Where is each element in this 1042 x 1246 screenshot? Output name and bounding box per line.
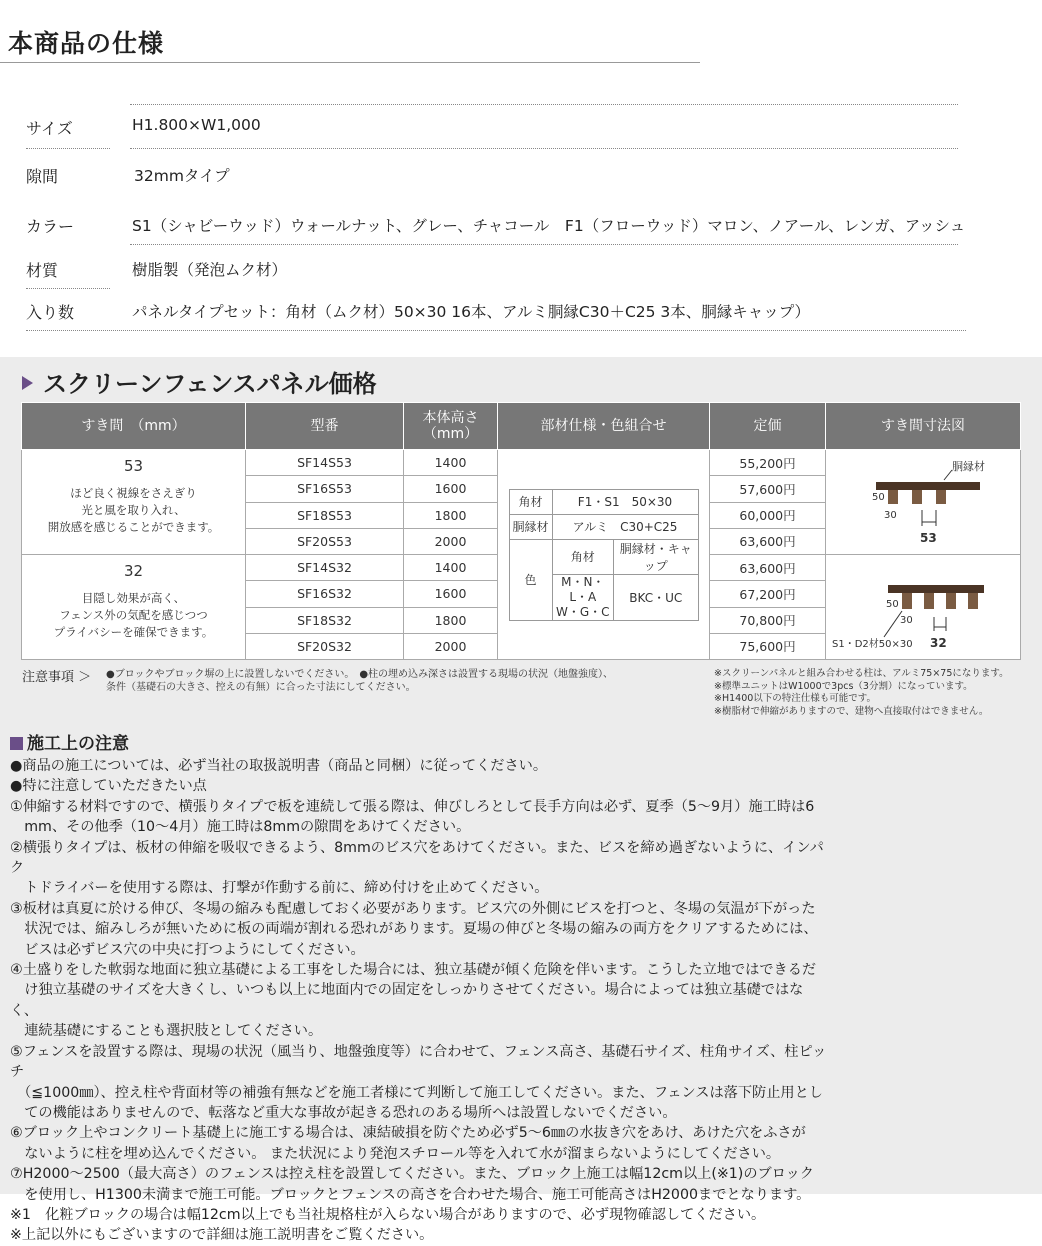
header-material: 部材仕様・色組合せ [498,403,710,450]
gap-diagram-53 [826,450,1021,554]
spec-label: 隙間 [26,167,59,186]
diagram-caption: S1・D2材50×30 [832,639,913,650]
diagram-cell-32 [826,555,1021,660]
price-cell: 60,000円 [710,502,826,528]
caution-label: 注意事項 ＞ [22,670,92,685]
height-cell: 1800 [404,607,498,633]
price-table-header [22,403,1021,450]
slat [968,593,978,609]
diagram-cell-53 [826,450,1021,555]
height-cell: 2000 [404,633,498,659]
mat-label: 色 [509,539,552,620]
mat-value: アルミ C30+C25 [552,514,698,539]
table-row [22,450,1021,476]
note-item: ●特に注意していただきたい点 [10,778,207,795]
caution-note: ※H1400以下の特注仕様も可能です。 [714,693,877,704]
price-cell: 70,800円 [710,607,826,633]
notes-title-text: 施工上の注意 [27,734,129,754]
diagram-label-dobuchi: 胴縁材 [952,460,985,473]
price-cell: 55,200円 [710,450,826,476]
model-cell: SF20S32 [246,633,404,659]
gap-desc: 開放感を感じることができます。 [47,520,220,534]
gap-cell-53 [22,450,246,555]
header-model: 型番 [246,403,404,450]
slat [946,593,956,609]
spec-divider [130,244,958,245]
caution-right [714,668,1034,718]
price-cell: 75,600円 [710,633,826,659]
spec-label: 入り数 [26,303,75,322]
header-price: 定価 [710,403,826,450]
model-cell: SF14S32 [246,555,404,581]
note-item: ※1 化粧ブロックの場合は幅12cm以上でも当社規格柱が入らない場合がありますので、必ず現物確認してください。 [10,1206,766,1223]
model-cell: SF14S53 [246,450,404,476]
spec-value: 32mmタイプ [134,167,230,185]
spec-value: パネルタイプセット：角材（ムク材）50×30 16本、アルミ胴縁C30＋C25 3本、胴縁キャップ） [132,303,810,321]
caution-note: ※標準ユニットはW1000で3pcs（3分割）になっています。 [714,680,973,692]
title-divider [0,62,700,63]
spec-value: 樹脂製（発泡ムク材） [132,261,288,279]
slat [888,490,898,504]
material-spec-table [509,489,699,621]
price-cell: 67,200円 [710,581,826,607]
height-cell: 1400 [404,450,498,476]
mat-color-value: BKC・UC [614,574,698,620]
diagram-dim-50: 50 [872,492,885,503]
price-table [21,402,1021,660]
note-item: ③板材は真夏に於ける伸び、冬場の縮みも配慮しておく必要があります。ビス穴の外側にビスを打つと、冬場の気温が下がった 状況では、縮みしろが無いために板の両端が割れる恐れがあります。夏場の伸びと冬場の縮みの両方をクリアするためには、 ビスは必ずビス穴の中央に打つようにしてください。 [10,900,818,958]
slat [924,593,934,609]
rail-bar [888,585,984,593]
model-cell: SF18S53 [246,502,404,528]
diagram-dim-30: 30 [884,510,897,521]
triangle-marker-icon [22,376,33,390]
rail-bar [876,482,980,490]
model-cell: SF16S32 [246,581,404,607]
spec-value: S1（シャビーウッド）ウォールナット、グレー、チャコール F1（フローウッド）マロン、ノアール、レンガ、アッシュ [132,217,966,235]
notes-body [10,756,830,1246]
square-marker-icon [10,737,23,750]
gap-desc: 光と風を取り入れ、 [81,503,186,517]
header-gap: すき間 （mm） [22,403,246,450]
header-height: 本体高さ （mm） [404,403,498,450]
mat-color-value [552,574,614,620]
mat-value: F1・S1 50×30 [552,489,698,514]
spec-divider [26,330,966,331]
note-item: ④土盛りをした軟弱な地面に独立基礎による工事をした場合には、独立基礎が傾く危険を伴います。こうした立地ではできるだ け独立基礎のサイズを大きくし、いつも以上に地面内での固定をしっかりさせてください。場合によっては独立基礎ではなく、 連続基礎にすることも選択肢としてください。 [10,962,817,1040]
spec-label: サイズ [26,119,73,138]
gap-diagram-32 [826,555,1021,659]
spec-divider [130,104,958,105]
spec-label: 材質 [26,261,59,280]
note-item: ⑤フェンスを設置する際は、現場の状況（風当り、地盤強度等）に合わせて、フェンス高さ、基礎石サイズ、柱角サイズ、柱ピッチ （≦1000㎜）、控え柱や背面材等の補強有無などを施工者様にて判断して施工してください。また、フェンスは落下防止用とし ての機能はありませんので、転落など重大な事故が起きる恐れのある場所へは設置しないでください。 [10,1043,827,1121]
caution-line: ●ブロックやブロック塀の上に設置しないでください。 ●柱の埋め込み深さは設置する現場の状況（地盤強度）、 [106,669,614,680]
note-item: ②横張りタイプは、板材の伸縮を吸収できるよう、8mmのビス穴をあけてください。また、ビスを締め過ぎないように、インパク トドライバーを使用する際は、打撃が作動する前に、締め付けを止めてください。 [10,839,824,897]
model-cell: SF20S53 [246,528,404,554]
color-codes: W・G・C [556,604,610,619]
height-cell: 1400 [404,555,498,581]
gap-desc: フェンス外の気配を感じつつ [59,608,208,622]
spec-divider [26,288,110,289]
spec-divider [26,148,110,149]
diagram-gap-53: 53 [920,531,937,545]
price-section-title-text: スクリーンフェンスパネル価格 [43,370,377,398]
gap-value: 53 [123,457,144,475]
height-cell: 1600 [404,581,498,607]
price-cell: 63,600円 [710,528,826,554]
price-section-title [22,364,377,399]
header-diagram: すき間寸法図 [826,403,1021,450]
note-item: ①伸縮する材料ですので、横張りタイプで板を連続して張る際は、伸びしろとして長手方向は必ず、夏季（5～9月）施工時は6 mm、その他季（10～4月）施工時は8mmの隙間をあけてください。 [10,798,815,836]
height-cell: 1800 [404,502,498,528]
mat-subheader: 角材 [552,539,614,574]
price-cell: 63,600円 [710,555,826,581]
mat-label: 角材 [509,489,552,514]
gap-cell-32 [22,555,246,660]
material-cell [498,450,710,660]
gap-desc: プライバシーを確保できます。 [53,625,214,639]
price-cell: 57,600円 [710,476,826,502]
caution-line: 条件（基礎石の大きさ、控えの有無）に合った寸法にしてください。 [106,682,416,693]
spec-divider [130,148,958,149]
model-cell: SF18S32 [246,607,404,633]
diagram-dim-50: 50 [886,599,899,610]
color-codes: M・N・L・A [561,574,605,604]
note-item: ⑥ブロック上やコンクリート基礎上に施工する場合は、凍結破損を防ぐため必ず5～6㎜の水抜き穴をあけ、あけた穴をふさが ないように柱を埋め込んでください。 また状況により発泡スチロール等を入れて水が溜まらないようにしてください。 [10,1125,806,1162]
diagram-dim-30: 30 [900,615,913,626]
diagram-gap-32: 32 [930,636,947,650]
height-cell: 1600 [404,476,498,502]
slat [912,490,922,504]
mat-subheader: 胴縁材・キャップ [614,539,698,574]
spec-value: H1.800×W1,000 [132,116,261,134]
spec-label: カラー [26,217,75,236]
note-item: ●商品の施工については、必ず当社の取扱説明書（商品と同梱）に従ってください。 [10,758,548,774]
note-item: ⑦H2000～2500（最大高さ）のフェンスは控え柱を設置してください。また、ブロック上施工は幅12cm以上(※1)のブロック を使用し、H1300未満まで施工可能。ブロックとフェンスの高さを合わせた場合、施工可能高さはH2000までとなります。 [10,1166,814,1203]
gap-value: 32 [123,562,144,580]
height-cell: 2000 [404,528,498,554]
caution-note: ※スクリーンパネルと組み合わせる柱は、アルミ75×75になります。 [714,668,1009,679]
mat-label: 胴縁材 [509,514,552,539]
note-item: ※上記以外にもございますので詳細は施工説明書をご覧ください。 [10,1227,434,1244]
caution-left [106,668,706,694]
gap-desc: ほど良く視線をさえぎり [70,486,197,500]
slat [936,490,946,504]
model-cell: SF16S53 [246,476,404,502]
gap-desc: 目隠し効果が高く、 [81,591,186,605]
caution-note: ※樹脂材で伸縮がありますので、建物へ直接取付はできません。 [714,705,989,717]
slat [902,593,912,609]
notes-title [10,729,129,754]
page-title: 本商品の仕様 [8,29,165,58]
